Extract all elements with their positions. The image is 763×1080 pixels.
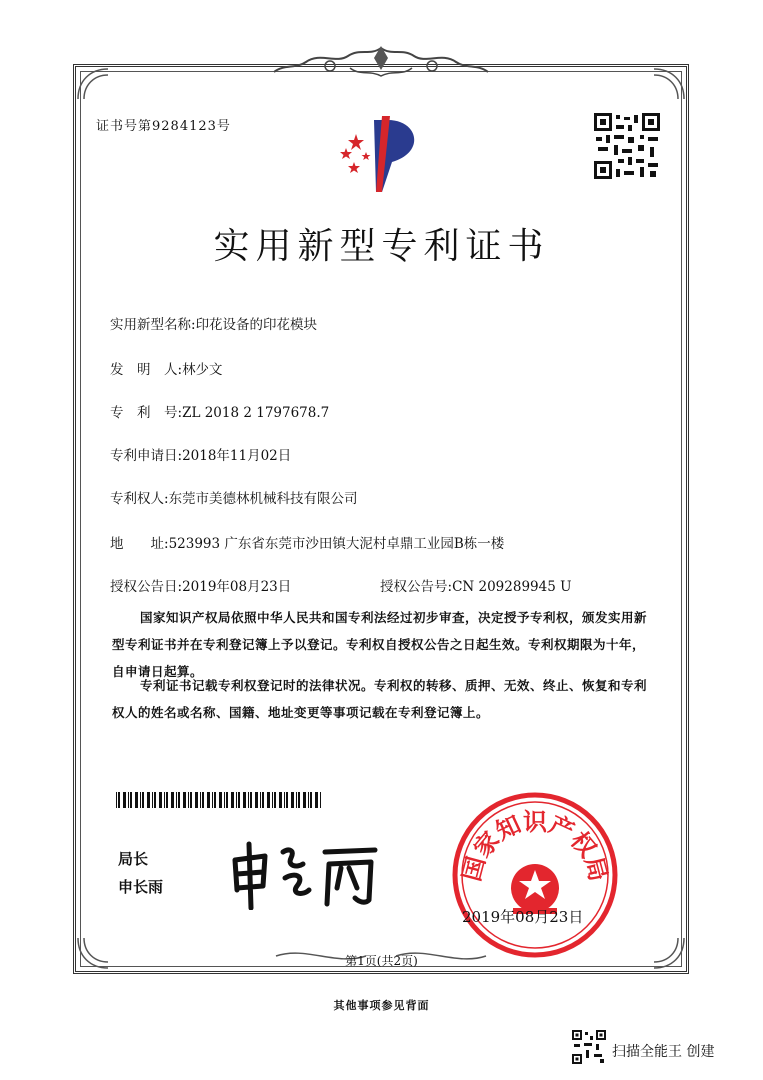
field-value: 2018年11月02日 xyxy=(182,448,292,464)
field-patent-number xyxy=(110,401,329,421)
scanner-qr-icon xyxy=(572,1030,606,1064)
field-address xyxy=(110,532,504,552)
body-paragraph: 国家知识产权局依照中华人民共和国专利法经过初步审查，决定授予专利权，颁发实用新型专利证书并在专利登记簿上予以登记。专利权自授权公告之日起生效。专利权期限为十年，自申请日起算。 xyxy=(112,610,648,679)
official-seal-icon xyxy=(450,790,620,960)
field-value: 2019年08月23日 xyxy=(182,579,292,595)
scanner-watermark: 扫描全能王 创建 xyxy=(612,1044,715,1060)
body-paragraph: 专利证书记载专利权登记时的法律状况。专利权的转移、质押、无效、终止、恢复和专利权人的姓名或名称、国籍、地址变更等事项记载在专利登记簿上。 xyxy=(112,678,648,720)
corner-ornament-icon xyxy=(652,67,686,101)
certificate-number: 证书号第9284123号 xyxy=(96,119,231,134)
footnote: 其他事项参见背面 xyxy=(333,999,430,1012)
field-value: 523993 广东省东莞市沙田镇大泥村卓鼎工业园B栋一楼 xyxy=(168,536,505,552)
field-label: 专利权人: xyxy=(110,491,169,507)
corner-ornament-icon xyxy=(76,67,110,101)
field-value: 印花设备的印花模块 xyxy=(195,317,318,333)
field-grant-date xyxy=(110,575,291,595)
field-value: CN 209289945 U xyxy=(452,579,572,595)
seal-date: 2019年08月23日 xyxy=(462,908,584,926)
field-value: 林少文 xyxy=(182,362,223,378)
field-value: 东莞市美德林机械科技有限公司 xyxy=(168,491,358,507)
director-name: 申长雨 xyxy=(118,878,164,896)
barcode-icon xyxy=(116,792,324,808)
certificate-title: 实用新型专利证书 xyxy=(213,226,550,267)
field-label: 专利申请日: xyxy=(110,448,183,464)
patent-office-logo-icon xyxy=(326,112,438,194)
field-grant-number xyxy=(380,575,571,595)
top-ornament-icon xyxy=(270,42,492,82)
director-title: 局长 xyxy=(118,850,149,868)
field-label: 授权公告号: xyxy=(380,579,453,595)
field-label: 专 利 号: xyxy=(110,405,183,421)
field-filing-date xyxy=(110,444,291,464)
field-utility-model-name xyxy=(110,313,317,333)
page-indicator: 第1页(共2页) xyxy=(345,954,418,968)
handwritten-signature-icon xyxy=(225,838,395,910)
field-value: ZL 2018 2 1797678.7 xyxy=(182,405,330,421)
field-label: 授权公告日: xyxy=(110,579,183,595)
qr-code-icon xyxy=(594,113,660,179)
field-label: 地 址: xyxy=(110,536,169,552)
field-inventor xyxy=(110,358,223,378)
seal-text: 国家知识产权局 xyxy=(457,808,613,885)
field-label: 实用新型名称: xyxy=(110,317,196,333)
field-patentee xyxy=(110,487,358,507)
field-label: 发 明 人: xyxy=(110,362,183,378)
